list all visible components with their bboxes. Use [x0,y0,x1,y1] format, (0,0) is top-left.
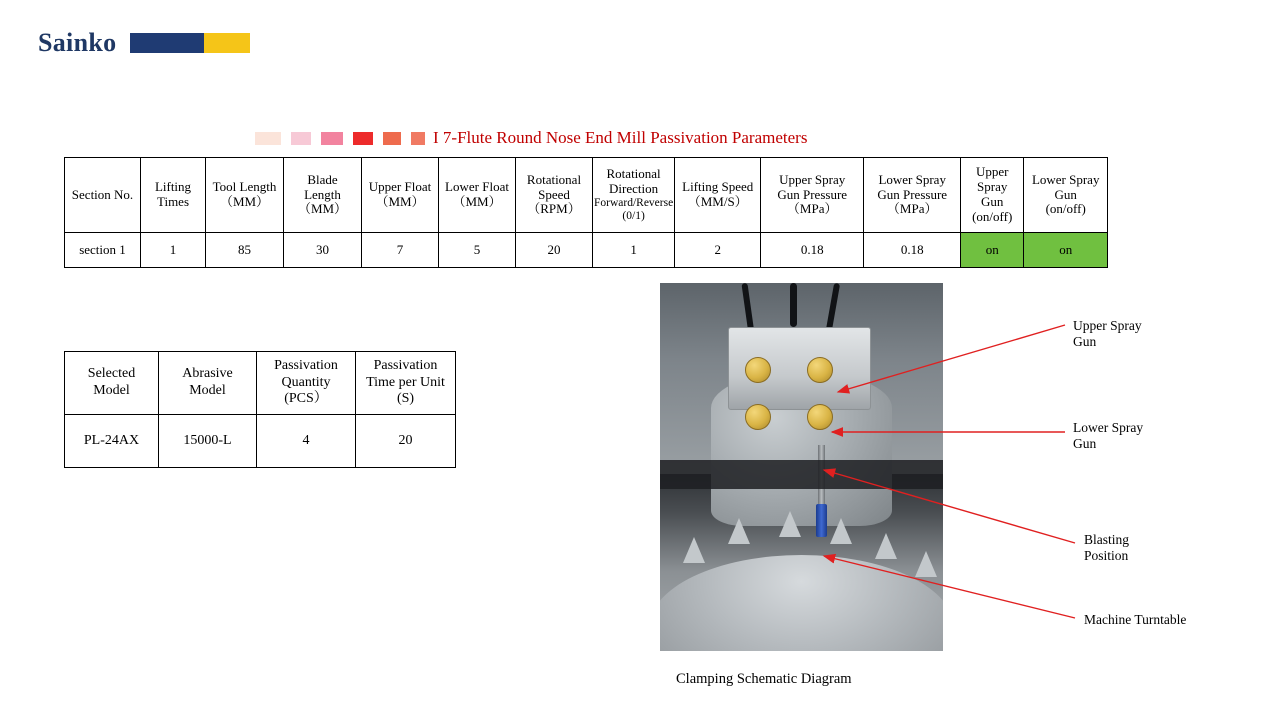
column-header-rotational-direction [593,158,675,233]
table-row [65,233,1108,268]
cell-lower-spray-gun-state: on [1024,233,1108,268]
photo-shadow-band [660,460,943,489]
header-line: Tool Length [212,179,277,195]
header-line: Rotational [526,171,582,187]
column-header-section-no [65,158,141,233]
header-line: Rotational [606,165,661,181]
header-unit: (on/off) [1045,201,1086,217]
model-summary-table [64,351,456,468]
header-line: Gun Pressure [877,186,948,202]
header-unit: （MPa） [786,201,838,217]
header-line: Upper Spray [779,171,846,187]
header-line: Direction [609,180,659,196]
column-header-lifting-times [141,158,206,233]
callout-line: Gun [1073,334,1097,350]
header-line: Gun [1054,186,1077,202]
color-chip [321,132,343,145]
callout-machine-turntable [1084,612,1186,628]
header-line: Passivation [373,358,438,374]
callout-upper-spray-gun [1073,318,1142,350]
header-unit: （MM） [219,194,270,209]
cell-passivation-quantity: 4 [257,415,356,468]
cell-blade-length: 30 [284,233,362,268]
header-line: Quantity [281,374,331,390]
color-chip [291,132,311,145]
header-unit: Forward/Reverse (0/1) [594,196,674,222]
callout-line: Upper Spray [1073,318,1142,333]
cell-upper-spray-gun-pressure: 0.18 [761,233,864,268]
column-header-upper-float [362,158,439,233]
column-header-tool-length [206,158,284,233]
header-line: Upper Spray [975,164,1009,195]
cell-passivation-time: 20 [356,415,456,468]
cell-upper-spray-gun-state: on [961,233,1024,268]
color-chip [383,132,401,145]
header-line: Times [156,194,190,209]
header-line: Lifting Speed [682,179,754,195]
color-chip [411,132,425,145]
cell-rotational-speed: 20 [516,233,593,268]
cell-selected-model: PL-24AX [65,415,159,468]
diagram-caption: Clamping Schematic Diagram [676,671,852,687]
cell-lower-spray-gun-pressure: 0.18 [864,233,961,268]
column-header-passivation-quantity [257,352,356,415]
tool-holder [816,504,827,537]
header-unit: (PCS） [284,391,328,407]
column-header-passivation-time-per-unit [356,352,456,415]
turntable-fixture [875,533,897,559]
spray-nozzle [745,357,771,383]
header-line: Lower Spray [878,171,946,187]
table-header-row [65,158,1108,233]
column-header-upper-spray-gun-onoff [961,158,1024,233]
table-header-row [65,352,456,415]
callout-line: Blasting [1084,532,1130,547]
callout-line: Lower Spray [1073,420,1144,435]
brand-color-bars [130,33,250,53]
passivation-parameters-table [64,157,1108,268]
column-header-blade-length [284,158,362,233]
header-line: Model [93,383,130,398]
column-header-selected-model [65,352,159,415]
table-row [65,415,456,468]
header-unit: （MM/S） [687,194,748,209]
header-line: Time per Unit [366,374,445,390]
callout-line: Gun [1073,436,1097,452]
column-header-abrasive-model [159,352,257,415]
turntable-fixture [779,511,801,537]
header-unit: （MM） [452,194,502,209]
cell-upper-float: 7 [362,233,439,268]
header-line: Gun [981,194,1004,209]
column-header-lower-spray-gun-pressure [864,158,961,233]
cell-lifting-speed: 2 [675,233,761,268]
header-unit: (S) [396,391,415,407]
cell-lifting-times: 1 [141,233,206,268]
turntable-fixture [728,518,750,544]
header-unit: （MM） [375,194,425,209]
header-unit: （MM） [297,201,348,217]
callout-blasting-position [1084,532,1129,564]
cell-section-no: section 1 [65,233,141,268]
cell-lower-float: 5 [439,233,516,268]
turntable-fixture [915,551,937,577]
header-line: Section No. [71,186,134,202]
header-line: Selected [87,366,136,382]
callout-line: Machine Turntable [1084,612,1187,627]
spray-nozzle [807,357,833,383]
column-header-lower-spray-gun-onoff [1024,158,1108,233]
cell-tool-length: 85 [206,233,284,268]
column-header-upper-spray-gun-pressure [761,158,864,233]
brand-bar-blue [130,33,204,53]
turntable-fixture [830,518,852,544]
clamping-photo [660,283,943,651]
header-unit: (on/off) [972,208,1013,224]
title-row [255,126,807,150]
page-title: I 7-Flute Round Nose End Mill Passivation Parameters [433,128,808,147]
turntable-fixture [683,537,705,563]
callout-lower-spray-gun [1073,420,1143,452]
color-chip [255,132,281,145]
header-line: Model [189,383,226,398]
header-line: Abrasive [182,366,233,382]
header-line: Length [304,186,341,202]
callout-line: Position [1084,548,1129,564]
header-line: Lifting [154,179,192,195]
header-line: Upper Float [368,179,432,195]
hose [790,283,797,327]
header-line: Blade [307,171,338,187]
header-line: Lower Float [445,179,509,195]
color-chip [353,132,373,145]
header-line: Speed [538,186,570,202]
header-line: Lower Spray [1031,171,1100,187]
cell-rotational-direction: 1 [593,233,675,268]
brand-logo [38,28,250,58]
column-header-lower-float [439,158,516,233]
header-line: Gun Pressure [777,186,848,202]
header-unit: （RPM） [527,201,581,217]
header-unit: （MPa） [886,201,938,217]
column-header-lifting-speed [675,158,761,233]
cell-abrasive-model: 15000-L [159,415,257,468]
column-header-rotational-speed [516,158,593,233]
header-line: Passivation [274,358,338,374]
brand-bar-yellow [204,33,250,53]
brand-name: Sainko [38,28,117,57]
